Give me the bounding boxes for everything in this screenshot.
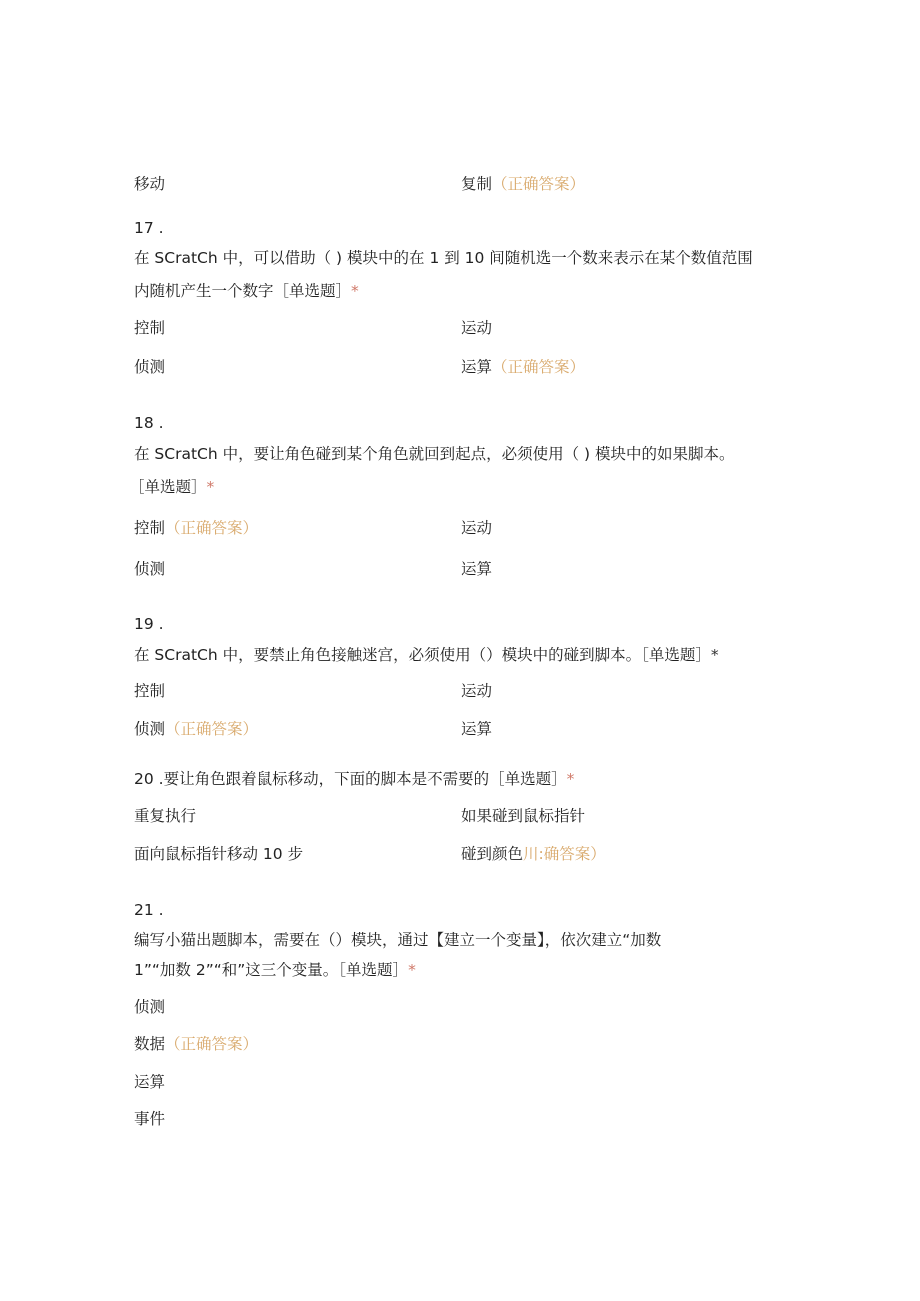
q20-option-c[interactable] bbox=[134, 844, 303, 864]
option-label: 数据 bbox=[134, 1035, 166, 1053]
option-label: 移动 bbox=[134, 175, 166, 193]
q19-number: 19 . bbox=[134, 615, 164, 633]
q18-option-b[interactable] bbox=[461, 518, 492, 538]
option-label: 复制 bbox=[461, 175, 493, 193]
q18-number: 18 . bbox=[134, 414, 164, 432]
q18-text-line2 bbox=[129, 477, 214, 497]
q16-option-a[interactable] bbox=[134, 174, 165, 194]
option-label: 运算 bbox=[134, 1073, 166, 1091]
option-label: 事件 bbox=[134, 1110, 166, 1128]
option-label: 如果碰到鼠标指针 bbox=[461, 807, 586, 825]
option-label: 侦测 bbox=[134, 358, 166, 376]
q20-text-line1 bbox=[134, 769, 574, 789]
q21-text-line2 bbox=[134, 960, 416, 980]
q21-text-line1: 编写小猫出题脚本，需要在（）模块，通过【建立一个变量】，依次建立“加数 bbox=[134, 931, 662, 949]
correct-answer-mark: （正确答案） bbox=[492, 175, 586, 193]
required-star: * bbox=[408, 961, 416, 979]
option-label: 侦测 bbox=[134, 720, 166, 738]
q20-option-a[interactable] bbox=[134, 806, 196, 826]
q17-option-c[interactable] bbox=[134, 357, 165, 377]
option-label: 碰到颜色 bbox=[461, 845, 524, 863]
option-label: 控制 bbox=[134, 319, 166, 337]
q19-text-line1 bbox=[134, 645, 719, 665]
option-label: 运动 bbox=[461, 319, 493, 337]
correct-answer-mark: （正确答案） bbox=[165, 519, 259, 537]
q20-option-b[interactable] bbox=[461, 806, 585, 826]
required-star: * bbox=[206, 478, 215, 496]
option-label: 运动 bbox=[461, 682, 493, 700]
q20-option-d[interactable] bbox=[461, 844, 606, 864]
q18-text: ［单选题］ bbox=[129, 478, 207, 496]
q17-text-line2 bbox=[134, 281, 359, 301]
option-label: 重复执行 bbox=[134, 807, 197, 825]
q16-option-b[interactable] bbox=[461, 174, 585, 194]
correct-answer-mark: （正确答案） bbox=[165, 720, 259, 738]
required-star: * bbox=[351, 282, 359, 300]
q18-option-d[interactable] bbox=[461, 559, 492, 579]
option-label: 运算 bbox=[461, 560, 493, 578]
option-label: 运动 bbox=[461, 519, 493, 537]
q19-option-b[interactable] bbox=[461, 681, 492, 701]
q17-option-b[interactable] bbox=[461, 318, 492, 338]
q19-option-c[interactable] bbox=[134, 719, 258, 739]
option-label: 运算 bbox=[461, 358, 493, 376]
q18-option-a[interactable] bbox=[134, 518, 258, 538]
option-label: 控制 bbox=[134, 519, 166, 537]
q21-option-a[interactable] bbox=[134, 997, 165, 1017]
q21-option-c[interactable] bbox=[134, 1072, 165, 1092]
q21-option-b[interactable] bbox=[134, 1034, 258, 1054]
option-label: 侦测 bbox=[134, 998, 166, 1016]
option-label: 侦测 bbox=[134, 560, 166, 578]
q17-option-a[interactable] bbox=[134, 318, 165, 338]
required-star: * bbox=[566, 770, 575, 788]
q18-option-c[interactable] bbox=[134, 559, 165, 579]
q17-option-d[interactable] bbox=[461, 357, 585, 377]
q19-option-a[interactable] bbox=[134, 681, 165, 701]
option-label: 控制 bbox=[134, 682, 166, 700]
q21-option-d[interactable] bbox=[134, 1109, 165, 1129]
q19-option-d[interactable] bbox=[461, 719, 492, 739]
q17-text: 内随机产生一个数字［单选题］ bbox=[134, 282, 352, 300]
option-label: 运算 bbox=[461, 720, 493, 738]
correct-answer-mark: （正确答案） bbox=[165, 1035, 259, 1053]
option-label: 面向鼠标指针移动 10 步 bbox=[134, 845, 304, 863]
correct-answer-mark: （正确答案） bbox=[492, 358, 586, 376]
q19-text: 在 SCratCh 中，要禁止角色接触迷宫，必须使用（）模块中的碰到脚本。［单选题］ bbox=[134, 646, 711, 664]
q17-number: 17 . bbox=[134, 219, 164, 237]
q18-text-line1: 在 SCratCh 中，要让角色碰到某个角色就回到起点，必须使用（ ) 模块中的如果脚本。 bbox=[134, 445, 735, 463]
q21-number: 21 . bbox=[134, 901, 164, 919]
correct-answer-mark: 川:确答案） bbox=[523, 845, 606, 863]
q17-text-line1: 在 SCratCh 中，可以借助（ ) 模块中的在 1 到 10 间随机选一个数来表示在某个数值范围 bbox=[134, 249, 753, 267]
q20-text: 20 .要让角色跟着鼠标移动，下面的脚本是不需要的［单选题］ bbox=[134, 770, 567, 788]
required-star: * bbox=[710, 646, 719, 664]
q21-text: 1”“加数 2”“和”这三个变量。［单选题］ bbox=[134, 961, 409, 979]
